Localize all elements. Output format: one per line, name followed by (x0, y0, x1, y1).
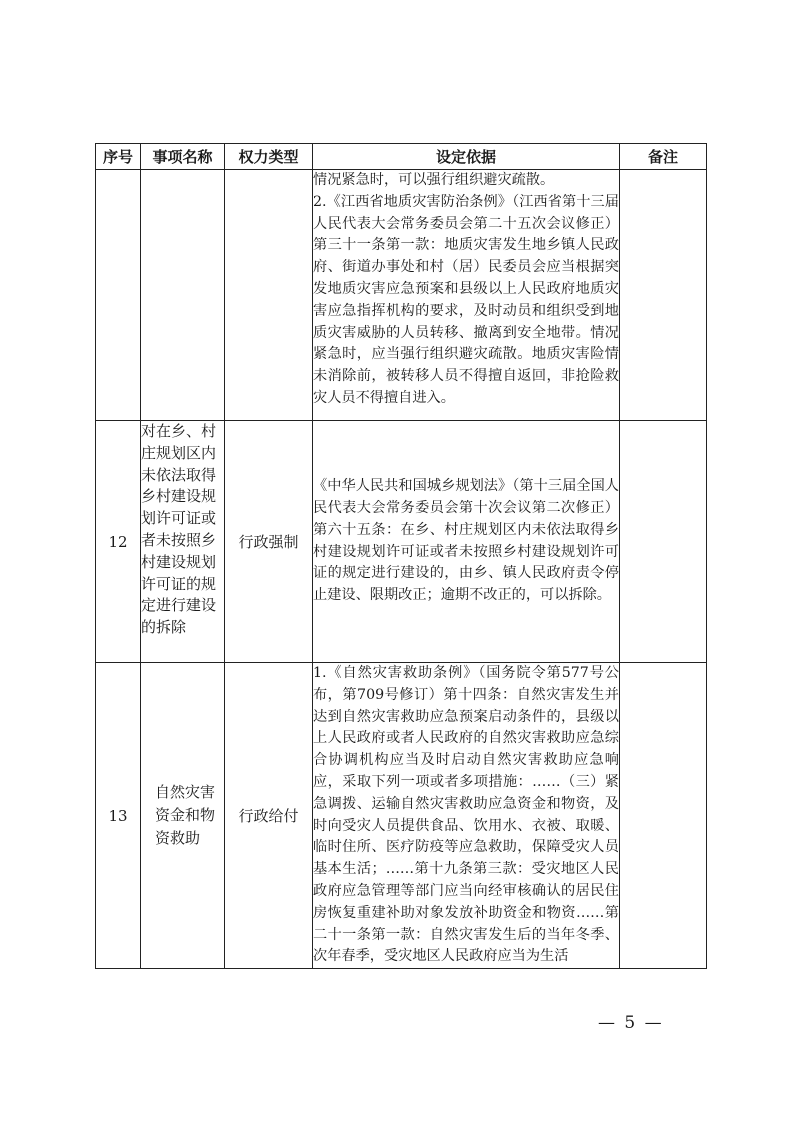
basis-paragraph: 《中华人民共和国城乡规划法》（第十三届全国人民代表大会常务委员会第十次会议第二次修正）第六十五条：在乡、村庄规划区内未依法取得乡村建设规划许可证或者未按照乡村建设规划许可证的规定进行建设的，由乡、镇人民政府责令停止建设、限期改正；逾期不改正的，可以拆除。 (313, 478, 619, 604)
header-legal-basis: 设定依据 (313, 144, 620, 170)
table-row (96, 663, 707, 969)
row-remarks (620, 421, 707, 663)
row-power-type: 行政给付 (225, 663, 313, 969)
row-serial: 13 (96, 663, 141, 969)
header-remarks: 备注 (620, 144, 707, 170)
row-serial (96, 170, 141, 421)
header-item-name: 事项名称 (141, 144, 225, 170)
row-serial: 12 (96, 421, 141, 663)
header-power-type: 权力类型 (225, 144, 313, 170)
table-row (96, 421, 707, 663)
powers-table (95, 143, 707, 969)
page-number: — 5 — (598, 1013, 664, 1033)
row-item-name (141, 170, 225, 421)
header-serial: 序号 (96, 144, 141, 170)
row-item-name: 自然灾害资金和物资救助 (141, 663, 225, 969)
row-power-type: 行政强制 (225, 421, 313, 663)
row-power-type (225, 170, 313, 421)
table-row (96, 170, 707, 421)
row-remarks (620, 663, 707, 969)
row-legal-basis (313, 663, 620, 969)
row-legal-basis (313, 421, 620, 663)
basis-paragraph: 情况紧急时，可以强行组织避灾疏散。 (313, 172, 555, 188)
row-remarks (620, 170, 707, 421)
table-header-row (96, 144, 707, 170)
basis-paragraph: 1.《自然灾害救助条例》（国务院令第577号公布，第709号修订）第十四条：自然灾害发生并达到自然灾害救助应急预案启动条件的，县级以上人民政府或者人民政府的自然灾害救助应急综合协调机构应当及时启动自然灾害救助应急响应，采取下列一项或者多项措施：……（三）紧急调拨、运输自然灾害救助应急资金和物资，及时向受灾人员提供食品、饮用水、衣被、取暖、临时住所、医疗防疫等应急救助，保障受灾人员基本生活；……第十九条第三款：受灾地区人民政府应急管理等部门应当向经审核确认的居民住房恢复重建补助对象发放补助资金和物资……第二十一条第一款：自然灾害发生后的当年冬季、次年春季，受灾地区人民政府应当为生活 (313, 665, 619, 965)
row-item-name: 对在乡、村庄规划区内未依法取得乡村建设规划许可证或者未按照乡村建设规划许可证的规定进行建设的拆除 (141, 421, 225, 663)
basis-paragraph: 2.《江西省地质灾害防治条例》（江西省第十三届人民代表大会常务委员会第二十五次会议修正）第三十一条第一款：地质灾害发生地乡镇人民政府、街道办事处和村（居）民委员会应当根据突发地质灾害应急预案和县级以上人民政府地质灾害应急指挥机构的要求，及时动员和组织受到地质灾害威胁的人员转移、撤离到安全地带。情况紧急时，应当强行组织避灾疏散。地质灾害险情未消除前，被转移人员不得擅自返回，非抢险救灾人员不得擅自进入。 (313, 193, 619, 406)
row-legal-basis (313, 170, 620, 421)
